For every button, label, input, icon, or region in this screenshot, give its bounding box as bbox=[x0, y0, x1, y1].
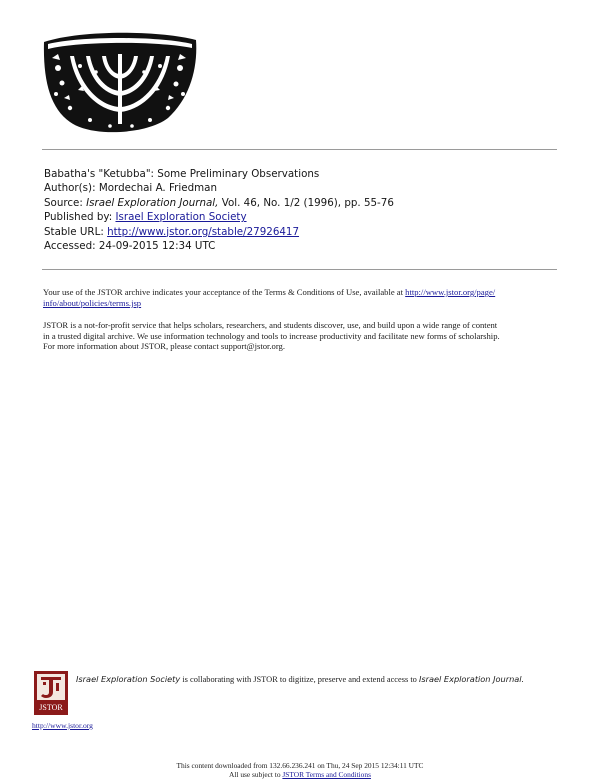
terms-conditions-link[interactable]: JSTOR Terms and Conditions bbox=[282, 769, 371, 779]
jstor-info-line-3: For more information about JSTOR, please contact support@jstor.org. bbox=[43, 341, 285, 352]
terms-paragraph bbox=[43, 287, 558, 308]
jstor-info-line-2: in a trusted digital archive. We use information technology and tools to increase productivity and facilitate new forms of scholarship. bbox=[43, 330, 500, 341]
terms-link-part1[interactable]: http://www.jstor.org/page/ bbox=[405, 287, 496, 297]
jstor-info-line-1: JSTOR is a not-for-profit service that helps scholars, researchers, and students discover, use, and build upon a wide range of content bbox=[43, 320, 498, 330]
jstor-logo-icon[interactable] bbox=[34, 671, 68, 715]
publisher-line bbox=[44, 210, 394, 224]
collab-journal: Israel Exploration Journal. bbox=[418, 674, 525, 684]
stable-url-label: Stable URL: bbox=[44, 225, 104, 238]
jstor-info-paragraph bbox=[43, 320, 558, 352]
download-footer bbox=[0, 762, 600, 779]
source-line bbox=[44, 196, 394, 210]
collaboration-statement bbox=[76, 674, 524, 684]
accessed-label: Accessed: bbox=[44, 240, 96, 253]
terms-text: Your use of the JSTOR archive indicates your acceptance of the Terms & Conditions of Use, available at bbox=[43, 287, 404, 297]
stable-url-link[interactable]: http://www.jstor.org/stable/27926417 bbox=[107, 225, 300, 238]
author-label: Author(s): bbox=[44, 182, 96, 195]
collab-text: is collaborating with JSTOR to digitize, preserve and extend access to bbox=[182, 675, 417, 684]
source-journal: Israel Exploration Journal, bbox=[86, 196, 219, 209]
collab-publisher: Israel Exploration Society bbox=[76, 674, 181, 684]
jstor-logo-text: JSTOR bbox=[39, 703, 63, 712]
israel-exploration-society-emblem-icon bbox=[40, 28, 198, 140]
stable-url-line bbox=[44, 225, 394, 239]
terms-footer-text: All use subject to bbox=[229, 769, 281, 779]
author-line bbox=[44, 181, 394, 195]
terms-link-part2[interactable]: info/about/policies/terms.jsp bbox=[43, 297, 142, 308]
accessed-date: 24-09-2015 12:34 UTC bbox=[98, 240, 216, 253]
source-details: Vol. 46, No. 1/2 (1996), pp. 55-76 bbox=[221, 196, 394, 209]
source-label: Source: bbox=[44, 196, 83, 209]
article-title: Babatha's "Ketubba": Some Preliminary Observations bbox=[44, 168, 320, 180]
top-divider bbox=[42, 149, 557, 150]
download-info: This content downloaded from 132.66.236.241 on Thu, 24 Sep 2015 12:34:11 UTC bbox=[176, 761, 424, 770]
article-metadata bbox=[44, 167, 394, 253]
author-name: Mordechai A. Friedman bbox=[98, 182, 217, 195]
terms-footer-line bbox=[0, 771, 600, 780]
accessed-line bbox=[44, 239, 394, 253]
publisher-label: Published by: bbox=[44, 211, 113, 224]
jstor-home-link[interactable]: http://www.jstor.org bbox=[32, 721, 93, 730]
publisher-link[interactable]: Israel Exploration Society bbox=[115, 211, 247, 224]
middle-divider bbox=[42, 269, 557, 270]
